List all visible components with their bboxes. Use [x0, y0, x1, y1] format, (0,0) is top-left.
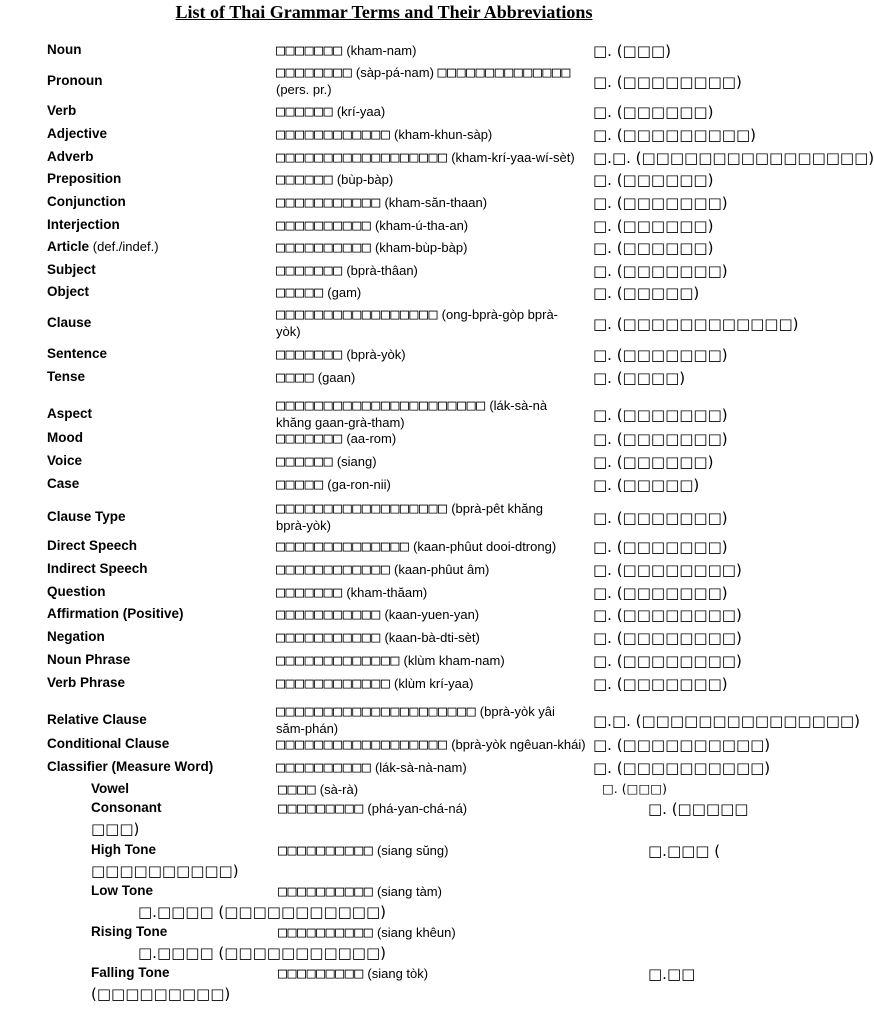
romanization: (ong-bprà-gòp bprà-yòk)	[276, 307, 559, 339]
term-label: Low Tone	[91, 883, 153, 898]
page-title: List of Thai Grammar Terms and Their Abbreviations	[175, 2, 593, 22]
term-label: Sentence	[47, 346, 108, 361]
thai-script: □□□□□□□□□□□□□□□□□□□□□	[276, 702, 477, 720]
abbreviation: □. (□□□□□	[648, 800, 749, 818]
thai-term	[276, 42, 416, 59]
thai-script: □□□□□□□□□□	[276, 216, 372, 234]
thai-term	[278, 883, 442, 900]
abbreviation: □. (□□□□□□□□)	[593, 606, 742, 624]
abbreviation: □. (□□□□□□□)	[593, 406, 728, 424]
thai-term	[276, 538, 556, 555]
thai-script: □□□□□□□□□□□□	[276, 560, 391, 578]
grammar-term	[47, 346, 107, 361]
romanization: (kham-săn-thaan)	[384, 195, 488, 210]
grammar-term	[47, 538, 137, 553]
thai-term	[278, 781, 358, 798]
term-label: Direct Speech	[47, 538, 138, 553]
thai-script: □□□□□□□□□	[278, 799, 364, 817]
thai-term	[276, 736, 586, 753]
grammar-term	[47, 315, 91, 330]
thai-term	[276, 759, 467, 776]
grammar-term	[47, 262, 96, 277]
thai-term	[276, 171, 393, 188]
thai-script-extra: □□□□□□□□□□□□□□	[437, 63, 571, 81]
romanization: (bprà-thâan)	[346, 263, 418, 278]
romanization: (bprà-yòk ngêuan-khái)	[451, 737, 586, 752]
term-label: Question	[47, 584, 106, 599]
abbreviation: □. (□□□□□□□□)	[593, 561, 742, 579]
thai-script: □□□□□□□□□□□□□	[276, 651, 400, 669]
abbreviation: □. (□□□□□□□)	[593, 194, 728, 212]
abbreviation: □. (□□□□□□□□)	[593, 652, 742, 670]
term-label: Object	[47, 284, 90, 299]
romanization: (gaan)	[317, 370, 356, 385]
abbreviation: □. (□□□)	[602, 781, 667, 796]
romanization: (lák-sà-nà-nam)	[374, 760, 467, 775]
term-note: (pers. pr.)	[276, 82, 332, 97]
romanization: (siang tàm)	[376, 884, 442, 899]
romanization: (kaan-bà-dti-sèt)	[384, 630, 480, 645]
romanization: (bprà-yòk yâi săm-phán)	[276, 704, 555, 736]
romanization: (kham-bùp-bàp)	[374, 240, 468, 255]
abbreviation: □. (□□□□□□□)	[593, 509, 728, 527]
romanization: (kham-ú-tha-an)	[374, 218, 469, 233]
grammar-term	[47, 42, 82, 57]
thai-script: □□□□□□□	[276, 429, 343, 447]
thai-script: □□□□□□□□□□	[278, 923, 374, 941]
term-label: Article	[47, 239, 90, 254]
term-label: Aspect	[47, 406, 93, 421]
romanization: (kham-thăam)	[346, 585, 428, 600]
term-label: Consonant	[91, 800, 162, 815]
term-label: Adverb	[47, 149, 94, 164]
abbreviation: □. (□□□□□)	[593, 476, 700, 494]
romanization: (lák-sà-nà khăng gaan-grà-tham)	[276, 398, 548, 430]
thai-term	[276, 306, 576, 340]
term-label: Clause	[47, 315, 92, 330]
term-label: Negation	[47, 629, 105, 644]
thai-term	[276, 606, 479, 623]
grammar-term	[47, 126, 107, 141]
term-label: Vowel	[91, 781, 130, 796]
romanization: (bprà-pêt khăng bprà-yòk)	[276, 501, 543, 533]
grammar-term	[91, 924, 167, 939]
abbreviation: □.□□	[648, 965, 696, 983]
term-note: (def./indef.)	[92, 239, 159, 254]
thai-term	[276, 500, 576, 534]
grammar-term	[47, 759, 213, 774]
term-label: Affirmation (Positive)	[47, 606, 184, 621]
thai-script: □□□□□□□□□□	[278, 841, 374, 859]
term-label: Conjunction	[47, 194, 126, 209]
term-label: Interjection	[47, 217, 120, 232]
abbreviation: □. (□□□□□□□)	[593, 675, 728, 693]
thai-script: □□□□□□□□□□□□	[276, 125, 391, 143]
grammar-term	[47, 675, 125, 690]
grammar-term	[47, 606, 184, 621]
romanization: (kaan-yuen-yan)	[384, 607, 480, 622]
grammar-term	[47, 430, 83, 445]
thai-term	[276, 652, 505, 669]
romanization: (kham-khun-sàp)	[394, 127, 493, 142]
abbreviation: □. (□□□□□□)	[593, 453, 714, 471]
abbreviation: □.□. (□□□□□□□□□□□□□□□□)	[593, 149, 874, 167]
grammar-term	[47, 509, 126, 524]
romanization: (ga-ron-nii)	[327, 477, 391, 492]
thai-script: □□□□	[276, 368, 315, 386]
romanization: (kham-nam)	[346, 43, 417, 58]
romanization: (kaan-phûut dooi-dtrong)	[413, 539, 557, 554]
romanization: (bprà-yòk)	[346, 347, 406, 362]
thai-script: □□□□□□□□□□□□□□□□□□□□□□	[276, 396, 486, 414]
term-label: Verb	[47, 103, 77, 118]
term-label: Tense	[47, 369, 86, 384]
grammar-term	[47, 736, 169, 751]
thai-script: □□□□□□□□	[276, 63, 353, 81]
grammar-term	[47, 561, 148, 576]
thai-term	[276, 64, 576, 98]
grammar-term	[47, 103, 76, 118]
term-label: Classifier (Measure Word)	[47, 759, 214, 774]
abbreviation: □. (□□□□□□)	[593, 171, 714, 189]
grammar-term	[47, 453, 82, 468]
thai-term	[278, 924, 456, 941]
thai-script: □□□□□□□□□□	[276, 238, 372, 256]
thai-script: □□□□□□□	[276, 261, 343, 279]
abbreviation: □. (□□□□□□)	[593, 239, 714, 257]
thai-script: □□□□□□	[276, 170, 334, 188]
abbreviation: □. (□□□□□□)	[593, 217, 714, 235]
grammar-term	[47, 239, 159, 254]
thai-script: □□□□□□□□□□□□□□	[276, 537, 410, 555]
thai-script: □□□□□□□□□	[278, 964, 364, 982]
grammar-term	[47, 149, 94, 164]
term-label: Noun	[47, 42, 82, 57]
romanization: (kaan-phûut âm)	[394, 562, 490, 577]
grammar-term	[47, 194, 126, 209]
thai-term	[276, 194, 487, 211]
abbreviation: □. (□□□□□□□)	[593, 346, 728, 364]
thai-script: □□□□□□□□□□□□□□□□□□	[276, 735, 448, 753]
thai-script: □□□□□	[276, 283, 324, 301]
romanization: (klùm krí-yaa)	[394, 676, 474, 691]
term-label: Mood	[47, 430, 83, 445]
term-label: Relative Clause	[47, 712, 147, 727]
term-label: Noun Phrase	[47, 652, 131, 667]
romanization: (siang khêun)	[376, 925, 456, 940]
term-label: Preposition	[47, 171, 122, 186]
thai-term	[276, 217, 468, 234]
abbreviation: □. (□□□□)	[593, 369, 686, 387]
thai-term	[276, 675, 473, 692]
grammar-term	[47, 406, 92, 421]
thai-term	[278, 842, 448, 859]
thai-term	[276, 103, 385, 120]
term-label: Adjective	[47, 126, 108, 141]
abbreviation: □. (□□□□□)	[593, 284, 700, 302]
thai-term	[276, 346, 406, 363]
romanization: (sà-rà)	[319, 782, 359, 797]
romanization: (gam)	[327, 285, 362, 300]
abbreviation: □. (□□□□□□□□□□)	[593, 736, 771, 754]
abbreviation: □. (□□□□□□□□)	[593, 73, 742, 91]
thai-script: □□□□□□□□□□	[278, 882, 374, 900]
thai-script: □□□□□□□	[276, 41, 343, 59]
romanization: (kham-krí-yaa-wí-sèt)	[451, 150, 575, 165]
grammar-term	[47, 171, 121, 186]
term-label: Case	[47, 476, 80, 491]
term-label: Pronoun	[47, 73, 103, 88]
thai-script: □□□□□□□	[276, 345, 343, 363]
thai-term	[276, 284, 361, 301]
thai-script: □□□□	[278, 780, 317, 798]
thai-term	[276, 561, 489, 578]
abbreviation-continued: □.□□□□ (□□□□□□□□□□□)	[138, 903, 386, 921]
abbreviation-continued: (□□□□□□□□□)	[91, 985, 231, 1003]
thai-term	[276, 126, 492, 143]
romanization: (krí-yaa)	[336, 104, 386, 119]
thai-script: □□□□□□□□□□□□□□□□□□	[276, 499, 448, 517]
term-label: Conditional Clause	[47, 736, 170, 751]
term-label: Falling Tone	[91, 965, 170, 980]
grammar-term	[47, 712, 147, 727]
term-label: Voice	[47, 453, 83, 468]
term-label: Subject	[47, 262, 96, 277]
thai-term	[276, 476, 391, 493]
abbreviation: □.□□□ (	[648, 842, 721, 860]
thai-term	[278, 800, 467, 817]
abbreviation-continued: □.□□□□ (□□□□□□□□□□□)	[138, 944, 386, 962]
abbreviation: □. (□□□□□□□)	[593, 584, 728, 602]
thai-script: □□□□□□□□□□□	[276, 193, 381, 211]
thai-term	[276, 703, 576, 737]
grammar-term	[47, 73, 103, 88]
abbreviation: □. (□□□□□□□)	[593, 538, 728, 556]
romanization: (phá-yan-chá-ná)	[367, 801, 468, 816]
romanization: (aa-rom)	[346, 431, 397, 446]
thai-term	[276, 629, 480, 646]
grammar-term	[91, 800, 162, 815]
thai-term	[276, 149, 575, 166]
grammar-term	[47, 284, 89, 299]
term-label: High Tone	[91, 842, 156, 857]
grammar-term	[91, 965, 170, 980]
thai-script: □□□□□□□□□□□□□□□□□	[276, 305, 439, 323]
term-label: Indirect Speech	[47, 561, 148, 576]
romanization: (siang)	[336, 454, 377, 469]
thai-term	[276, 397, 576, 431]
abbreviation: □. (□□□□□□□□□)	[593, 126, 756, 144]
thai-term	[276, 584, 427, 601]
abbreviation-continued: □□□)	[91, 820, 140, 838]
romanization: (siang sŭng)	[376, 843, 449, 858]
thai-script: □□□□□□□□□□	[276, 758, 372, 776]
abbreviation: □. (□□□)	[593, 42, 671, 60]
abbreviation-continued: □□□□□□□□□□)	[91, 862, 239, 880]
abbreviation: □. (□□□□□□□)	[593, 262, 728, 280]
grammar-term	[47, 217, 120, 232]
romanization: (bùp-bàp)	[336, 172, 394, 187]
grammar-term	[47, 476, 79, 491]
thai-term	[276, 430, 396, 447]
thai-term	[276, 239, 467, 256]
thai-term	[276, 262, 418, 279]
thai-script: □□□□□□□□□□□□□□□□□□	[276, 148, 448, 166]
term-label: Clause Type	[47, 509, 126, 524]
romanization: (sàp-pá-nam)	[355, 65, 434, 80]
thai-script: □□□□□□□□□□□	[276, 628, 381, 646]
thai-script: □□□□□□□	[276, 583, 343, 601]
abbreviation: □. (□□□□□□□□□□□□)	[593, 315, 799, 333]
thai-script: □□□□□	[276, 475, 324, 493]
romanization: (klùm kham-nam)	[403, 653, 505, 668]
term-label: Rising Tone	[91, 924, 168, 939]
grammar-term	[47, 629, 105, 644]
grammar-term	[47, 652, 130, 667]
thai-script: □□□□□□	[276, 102, 334, 120]
abbreviation: □. (□□□□□□)	[593, 103, 714, 121]
abbreviation: □. (□□□□□□□□□□)	[593, 759, 771, 777]
grammar-term	[91, 883, 153, 898]
romanization: (siang tòk)	[367, 966, 429, 981]
thai-script: □□□□□□□□□□□	[276, 605, 381, 623]
grammar-term	[91, 781, 129, 796]
abbreviation: □. (□□□□□□□)	[593, 430, 728, 448]
grammar-term	[47, 369, 85, 384]
grammar-term	[91, 842, 156, 857]
thai-script: □□□□□□	[276, 452, 334, 470]
thai-script: □□□□□□□□□□□□	[276, 674, 391, 692]
abbreviation: □.□. (□□□□□□□□□□□□□□□)	[593, 712, 860, 730]
abbreviation: □. (□□□□□□□□)	[593, 629, 742, 647]
thai-term	[276, 453, 377, 470]
term-label: Verb Phrase	[47, 675, 126, 690]
thai-term	[276, 369, 355, 386]
grammar-term	[47, 584, 106, 599]
thai-term	[278, 965, 428, 982]
